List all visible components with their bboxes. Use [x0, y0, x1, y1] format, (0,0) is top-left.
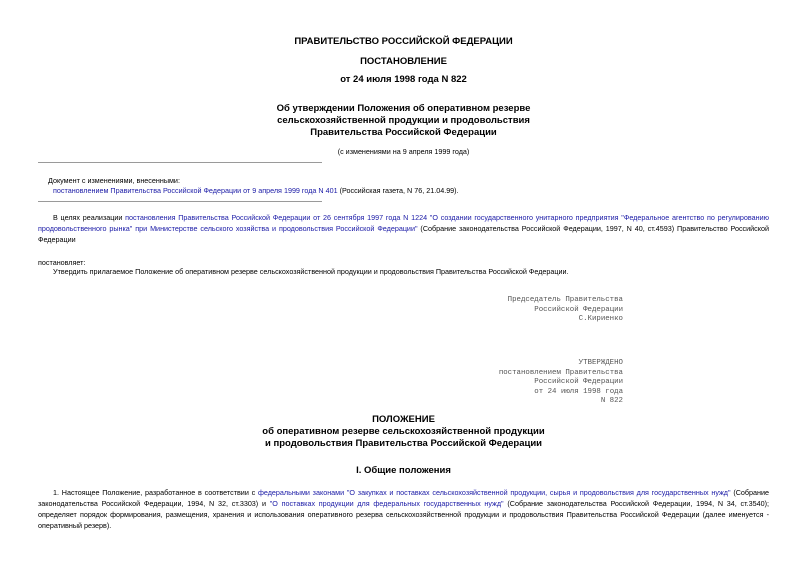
approve-text: Утвердить прилагаемое Положение об оперативном резерве сельскохозяйственной продукции и продовольствия Правительства Российской Федерации.	[53, 267, 569, 276]
preamble-link-2[interactable]: продовольственного рынка" при Министерстве сельского хозяйства и продовольствия Российской Федерации"	[38, 224, 418, 233]
doc-type-heading: ПОСТАНОВЛЕНИЕ	[360, 56, 447, 67]
preamble-link-1[interactable]: постановления Правительства Российской Федерации от 26 сентября 1997 года N 1224 "О создании государственного унитарного предприятия "Федеральное агентство по регулированию	[125, 213, 769, 222]
s1p1-line-4: оперативный резерв).	[38, 521, 112, 530]
approved-stamp	[499, 359, 623, 407]
preamble-line-3: Федерации	[38, 235, 76, 244]
org-heading: ПРАВИТЕЛЬСТВО РОССИЙСКОЙ ФЕДЕРАЦИИ	[294, 36, 513, 47]
title-line-1: Об утверждении Положения об оперативном резерве	[276, 103, 531, 114]
s1p1-line-2	[38, 498, 769, 509]
regulation-title-2: об оперативном резерве сельскохозяйственной продукции	[262, 426, 545, 437]
section-1-paragraph-1	[38, 487, 769, 531]
section-1-heading: I. Общие положения	[356, 465, 451, 476]
preamble-paragraph	[38, 212, 769, 245]
changes-line	[53, 185, 459, 196]
signature-line-1: Председатель Правительства	[507, 296, 623, 304]
document-title	[0, 103, 807, 139]
changes-tail: (Российская газета, N 76, 21.04.99).	[337, 186, 459, 195]
approved-line-1: УТВЕРЖДЕНО	[578, 359, 623, 367]
s1p1-link-2[interactable]: "О поставках продукции для федеральных государственных нужд"	[269, 499, 504, 508]
divider-bottom	[38, 201, 322, 202]
approved-line-5: N 822	[600, 397, 623, 406]
preamble-start: В целях реализации	[53, 213, 126, 222]
regulation-title	[0, 414, 807, 450]
regulation-title-3: и продовольствия Правительства Российской Федерации	[265, 438, 542, 449]
s1p1-line2b: (Собрание законодательства Российской Федерации, 1994, N 34, ст.3540);	[503, 499, 770, 508]
s1p1-line2a: законодательства Российской Федерации, 1994, N 32, ст.3303) и	[38, 499, 270, 508]
changes-link[interactable]: постановлением Правительства Российской Федерации от 9 апреля 1999 года N 401	[53, 186, 338, 195]
changes-intro: Документ с изменениями, внесенными:	[48, 176, 180, 185]
divider-top	[38, 162, 322, 163]
preamble-tail: (Собрание законодательства Российской Федерации, 1997, N 40, ст.4593) Правительство Российской	[417, 224, 769, 233]
s1p1-tail: (Собрание	[730, 488, 769, 497]
title-line-2: сельскохозяйственной продукции и продовольствия	[277, 115, 530, 126]
s1p1-start: 1. Настоящее Положение, разработанное в соответствии с	[53, 488, 258, 497]
date-number-heading: от 24 июля 1998 года N 822	[340, 74, 467, 85]
s1p1-line-1	[38, 487, 769, 498]
preamble-line-1	[38, 212, 769, 223]
decrees-text: постановляет:	[38, 258, 86, 267]
title-line-3: Правительства Российской Федерации	[310, 127, 497, 138]
signature-line-3: С.Кириенко	[578, 315, 623, 324]
approved-line-3: Российской Федерации	[534, 378, 623, 387]
regulation-title-1: ПОЛОЖЕНИЕ	[372, 414, 435, 425]
s1p1-link-1[interactable]: федеральными законами "О закупках и поставках сельскохозяйственной продукции, сырья и продовольствия для государственных нужд"	[257, 488, 731, 497]
signature-block	[508, 296, 623, 325]
preamble-line-2	[38, 223, 769, 234]
approved-line-2: постановлением Правительства	[498, 368, 623, 377]
approved-line-4: от 24 июля 1998 года	[534, 387, 623, 396]
signature-line-2: Российской Федерации	[534, 305, 623, 314]
amend-note: (с изменениями на 9 апреля 1999 года)	[337, 147, 470, 156]
s1p1-line-3: определяет порядок формирования, размещения, хранения и использования оперативного резерва сельскохозяйственной продукции и продовольствия Правительства Российской Федерации (далее именуется -	[38, 510, 769, 519]
